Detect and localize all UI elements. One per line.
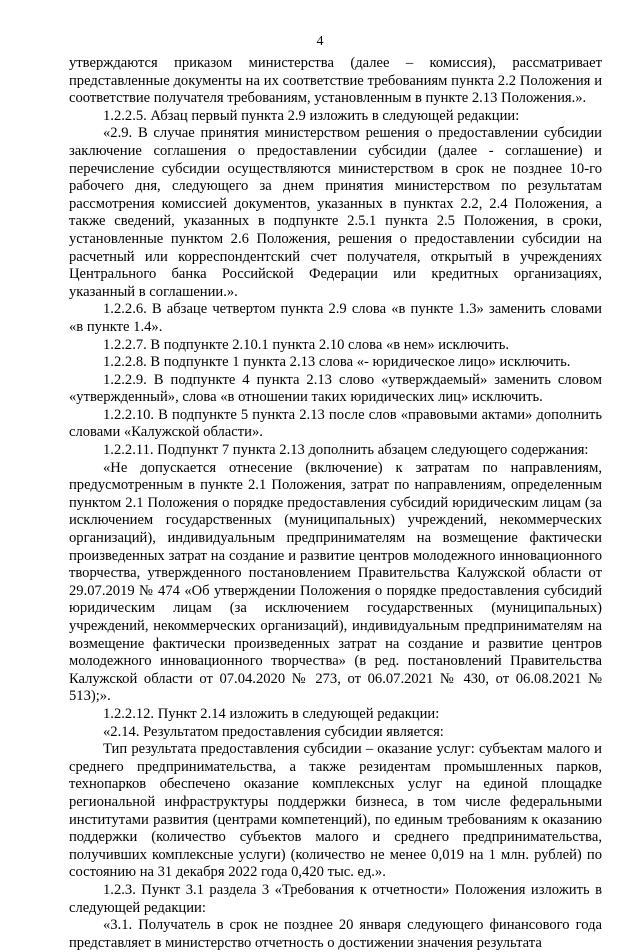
paragraph: 1.2.2.12. Пункт 2.14 изложить в следующей редакции: <box>103 705 440 722</box>
paragraph: 1.2.2.6. В абзаце четвертом пункта 2.9 слова «в пункте 1.3» заменить словами «в пункте 1.4». <box>69 301 602 335</box>
paragraph: «3.1. Получатель в срок не позднее 20 января следующего финансового года представляет в министерство отчетность о достижении значения результата <box>69 917 602 951</box>
paragraph: «2.9. В случае принятия министерством решения о предоставлении субсидии заключение соглашения о предоставлении субсидии (далее - соглашение) и перечисление субсидии осуществляются министерством в срок не позднее 10-го рабочего дня, следующего за днем принятия министерством по результатам рассмотрения комиссией документов, указанных в пунктах 2.2, 2.4 Положения, а также сведений, указанных в подпункте 2.5.1 пункта 2.5 Положения, в сроки, установленные пунктом 2.6 Положения, решения о предоставлении субсидии на расчетный или корреспондентский счет получателя, открытый в учреждениях Центрального банка Российской Федерации или кредитных организациях, указанный в соглашении.». <box>69 125 602 300</box>
paragraph: Тип результата предоставления субсидии – оказание услуг: субъектам малого и среднего предпринимательства, а также резидентам промышленных парков, технопарков обеспечено оказание комплексных услуг на единой площадке региональной инфраструктуры поддержки бизнеса, в том числе федеральными институтами развития (центрами компетенций), по единым требованиям к оказанию поддержки (количество субъектов малого и среднего предпринимательства, получивших комплексные услуги) (количество не менее 0,019 на 1 млн. рублей) по состоянию на 31 декабря 2022 года 0,420 тыс. ед.». <box>69 741 602 881</box>
paragraph: 1.2.3. Пункт 3.1 раздела 3 «Требования к отчетности» Положения изложить в следующей редакции: <box>69 881 602 916</box>
paragraph: 1.2.2.10. В подпункте 5 пункта 2.13 после слов «правовыми актами» дополнить словами «Калужской области». <box>69 406 602 441</box>
paragraph: 1.2.2.11. Подпункт 7 пункта 2.13 дополнить абзацем следующего содержания: <box>103 442 589 459</box>
paragraph: утверждаются приказом министерства (далее – комиссия), рассматривает представленные документы на их соответствие требованиям пункта 2.2 Положения и соответствие получателя требованиям, установленным в пункте 2.13 Положения.». <box>69 55 602 107</box>
paragraph: 1.2.2.9. В подпункте 4 пункта 2.13 слово «утверждаемый» заменить словом «утвержденный», слова «в отношении таких юридических лиц» исключить. <box>69 371 602 406</box>
paragraph: «2.14. Результатом предоставления субсидии является: <box>103 723 444 740</box>
page-number: 4 <box>316 34 324 49</box>
paragraph: 1.2.2.7. В подпункте 2.10.1 пункта 2.10 слова «в нем» исключить. <box>103 336 510 353</box>
paragraph: 1.2.2.5. Абзац первый пункта 2.9 изложить в следующей редакции: <box>103 107 520 124</box>
document-body <box>69 55 602 952</box>
paragraph: 1.2.2.8. В подпункте 1 пункта 2.13 слова «- юридическое лицо» исключить. <box>103 354 571 371</box>
paragraph: «Не допускается отнесение (включение) к затратам по направлениям, предусмотренным в пункте 2.1 Положения, затрат по направлениям, определенным пунктом 2.1 Положения о порядке предоставления субсидий юридическим лицам (за исключением государственных (муниципальных) учреждений, некоммерческих организаций), индивидуальным предпринимателям на возмещение фактически произведенных затрат на создание и развитие центров молодежного инновационного творчества, утвержденного постановлением Правительства Калужской области от 29.07.2019 № 474 «Об утверждении Положения о порядке предоставления субсидий юридическим лицам (за исключением государственных (муниципальных) учреждений, некоммерческих организаций), индивидуальным предпринимателям на возмещение фактически произведенных затрат на создание и развитие центров молодежного инновационного творчества» (в ред. постановлений Правительства Калужской области от 07.04.2020 № 273, от 06.07.2021 № 430, от 06.08.2021 № 513);». <box>69 459 602 705</box>
